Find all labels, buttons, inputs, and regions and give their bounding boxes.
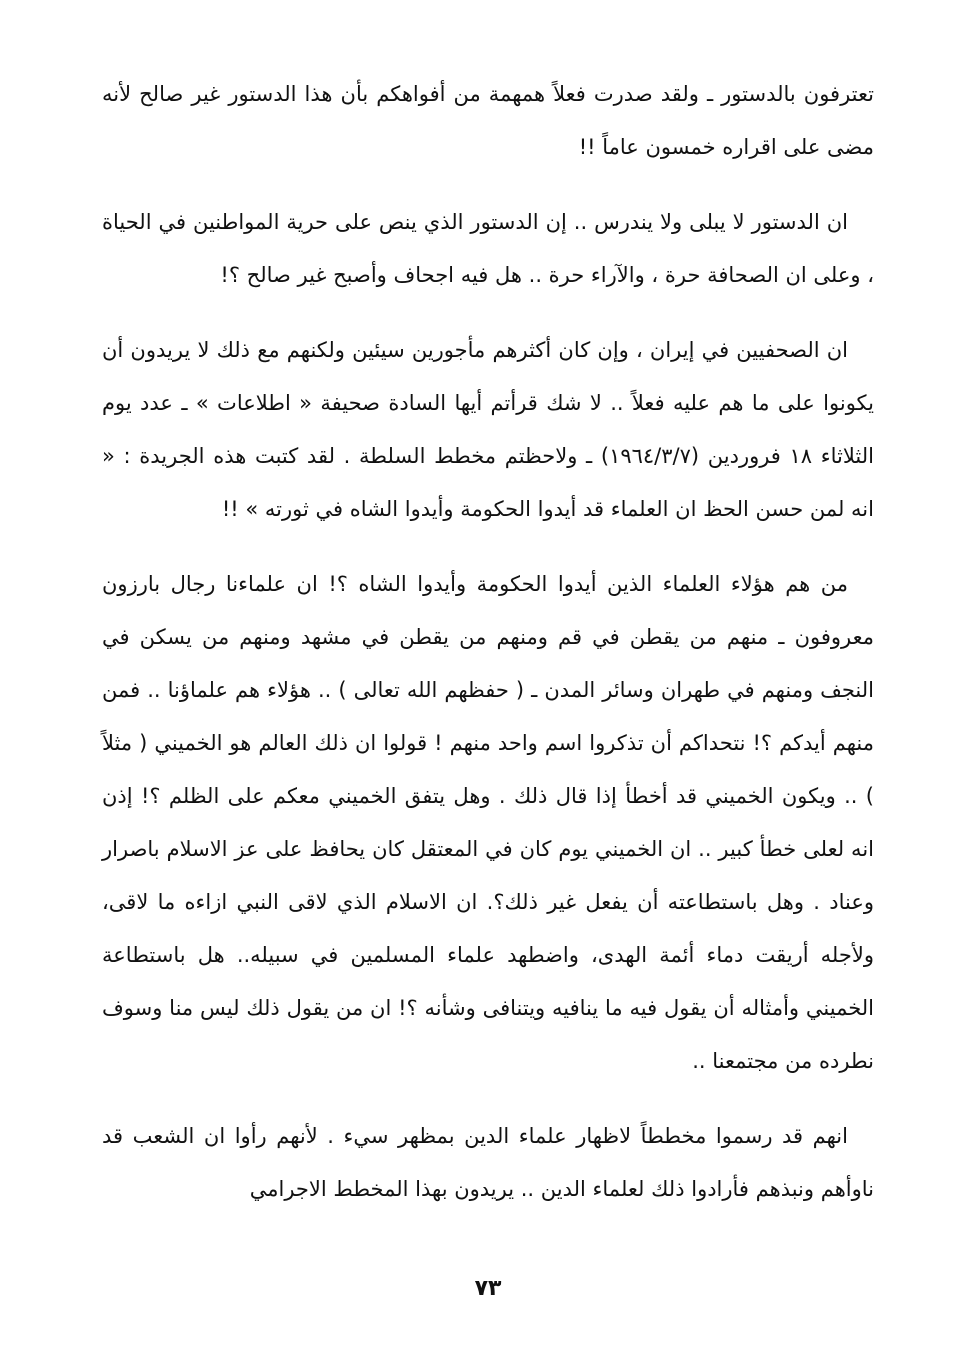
page-body xyxy=(102,68,874,1238)
page-number: ٧٣ xyxy=(474,1276,502,1301)
paragraph-3: ان الصحفيين في إيران ، وإن كان أكثرهم مأجورين سيئين ولكنهم مع ذلك لا يريدون أن يكونوا على ما هم عليه فعلاً .. لا شك قرأتم أيها السادة صحيفة « اطلاعات » ـ عدد يوم الثلاثاء ١٨ فروردين (١٩٦٤/٣/٧) ـ ولاحظتم مخطط السلطة . لقد كتبت هذه الجريدة : « انه لمن حسن الحظ ان العلماء قد أيدوا الحكومة وأيدوا الشاه في ثورته » !! xyxy=(102,338,874,521)
paragraph-1: تعترفون بالدستور ـ ولقد صدرت فعلاً همهمة من أفواهكم بأن هذا الدستور غير صالح لأنه مضى على اقراره خمسون عاماً !! xyxy=(102,82,874,159)
paragraph-4: من هم هؤلاء العلماء الذين أيدوا الحكومة وأيدوا الشاه ؟! ان علماءنا رجال بارزون معروفون ـ منهم من يقطن في قم ومنهم من يقطن في مشهد ومنهم من يسكن في النجف ومنهم في طهران وسائر المدن ـ ( حفظهم الله تعالى ) .. هؤلاء هم علماؤنا .. فمن منهم أيدكم ؟! نتحداكم أن تذكروا اسم واحد منهم ! قولوا ان ذلك العالم هو الخميني ( مثلاً ) .. ويكون الخميني قد أخطأ إذا قال ذلك . وهل يتفق الخميني معكم على الظلم ؟! إذن انه لعلى خطأ كبير .. ان الخميني يوم كان في المعتقل كان يحافظ على عز الاسلام باصرار وعناد . وهل باستطاعته أن يفعل غير ذلك؟. ان الاسلام الذي لاقى النبي ازاءه ما لاقى، ولأجله أريقت دماء أئمة الهدى، واضطهد علماء المسلمين في سبيله.. هل باستطاعة الخميني وأمثاله أن يقول فيه ما ينافيه ويتنافى وشأنه ؟! ان من يقول ذلك ليس منا وسوف نطرده من مجتمعنا .. xyxy=(102,572,874,1073)
paragraph-5: انهم قد رسموا مخططاً لاظهار علماء الدين بمظهر سيء . لأنهم رأوا ان الشعب قد ناوأهم ونبذهم فأرادوا ذلك لعلماء الدين .. يريدون بهذا المخطط الاجرامي xyxy=(102,1124,874,1201)
paragraph-2: ان الدستور لا يبلى ولا يندرس .. إن الدستور الذي ينص على حرية المواطنين في الحياة ، وعلى ان الصحافة حرة ، والآراء حرة .. هل فيه اجحاف وأصبح غير صالح ؟! xyxy=(102,210,874,287)
